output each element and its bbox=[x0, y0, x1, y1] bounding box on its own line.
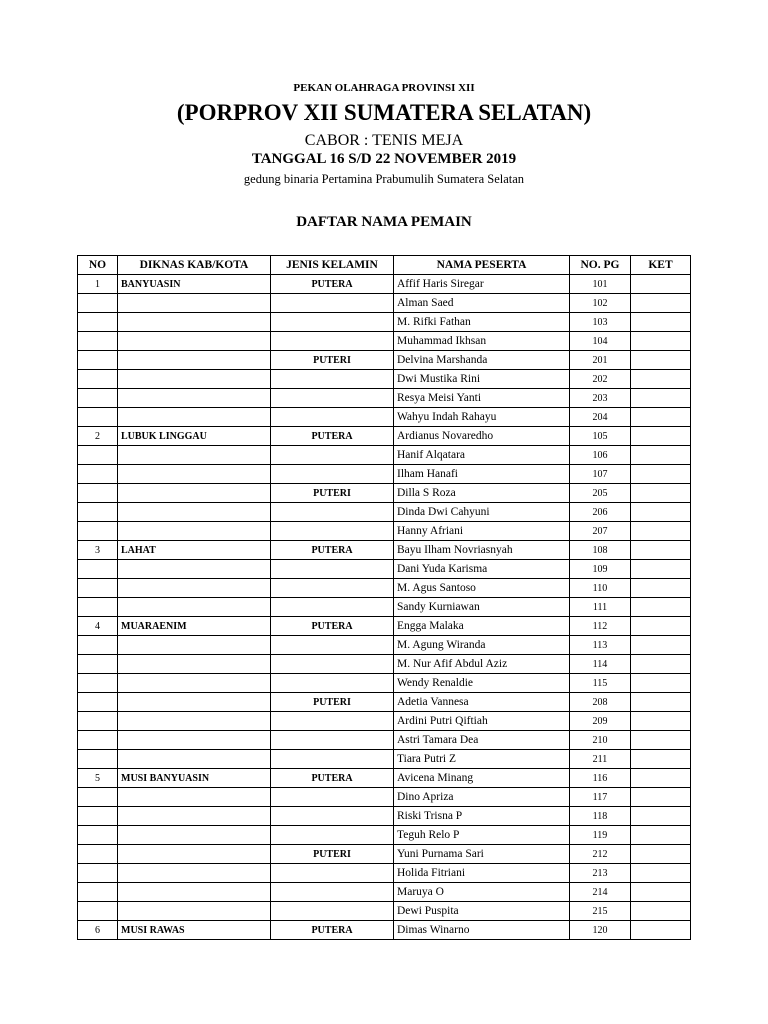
cell-no bbox=[78, 370, 118, 389]
cell-no bbox=[78, 408, 118, 427]
cell-ket bbox=[631, 712, 691, 731]
cell-ket bbox=[631, 921, 691, 940]
cell-ket bbox=[631, 693, 691, 712]
cell-gender bbox=[271, 674, 394, 693]
cell-kab bbox=[118, 294, 271, 313]
table-row bbox=[78, 313, 691, 332]
cell-pg: 109 bbox=[570, 560, 631, 579]
cell-no bbox=[78, 598, 118, 617]
cell-no bbox=[78, 731, 118, 750]
cell-pg: 105 bbox=[570, 427, 631, 446]
cell-name: Affif Haris Siregar bbox=[394, 275, 570, 294]
column-header-ket: KET bbox=[631, 256, 691, 275]
cell-name: Maruya O bbox=[394, 883, 570, 902]
cell-kab: MUSI BANYUASIN bbox=[118, 769, 271, 788]
cell-ket bbox=[631, 484, 691, 503]
table-row bbox=[78, 883, 691, 902]
cell-no: 6 bbox=[78, 921, 118, 940]
table-row bbox=[78, 560, 691, 579]
cell-no: 2 bbox=[78, 427, 118, 446]
cell-pg: 101 bbox=[570, 275, 631, 294]
table-row bbox=[78, 389, 691, 408]
cell-kab bbox=[118, 522, 271, 541]
cell-pg: 116 bbox=[570, 769, 631, 788]
cell-gender: PUTERA bbox=[271, 275, 394, 294]
table-row bbox=[78, 864, 691, 883]
cell-pg: 108 bbox=[570, 541, 631, 560]
cell-gender bbox=[271, 750, 394, 769]
cell-kab: LUBUK LINGGAU bbox=[118, 427, 271, 446]
cell-gender bbox=[271, 465, 394, 484]
cell-pg: 111 bbox=[570, 598, 631, 617]
cell-no bbox=[78, 655, 118, 674]
table-row bbox=[78, 408, 691, 427]
cell-ket bbox=[631, 598, 691, 617]
cell-kab bbox=[118, 731, 271, 750]
cell-no bbox=[78, 883, 118, 902]
cell-no bbox=[78, 332, 118, 351]
cell-kab bbox=[118, 560, 271, 579]
table-row bbox=[78, 275, 691, 294]
cell-gender bbox=[271, 370, 394, 389]
cell-gender bbox=[271, 579, 394, 598]
cell-kab bbox=[118, 446, 271, 465]
cell-kab bbox=[118, 807, 271, 826]
cell-name: M. Rifki Fathan bbox=[394, 313, 570, 332]
cell-name: Riski Trisna P bbox=[394, 807, 570, 826]
cell-gender: PUTERI bbox=[271, 351, 394, 370]
cell-gender: PUTERI bbox=[271, 845, 394, 864]
cell-kab bbox=[118, 845, 271, 864]
cell-no: 5 bbox=[78, 769, 118, 788]
cell-ket bbox=[631, 541, 691, 560]
cell-name: Dani Yuda Karisma bbox=[394, 560, 570, 579]
table-row bbox=[78, 731, 691, 750]
document-title: DAFTAR NAMA PEMAIN bbox=[296, 214, 472, 230]
cell-kab bbox=[118, 465, 271, 484]
column-header-no: NO bbox=[78, 256, 118, 275]
cell-pg: 203 bbox=[570, 389, 631, 408]
cell-pg: 114 bbox=[570, 655, 631, 674]
table-row bbox=[78, 807, 691, 826]
cell-ket bbox=[631, 750, 691, 769]
cell-no bbox=[78, 446, 118, 465]
cell-ket bbox=[631, 503, 691, 522]
cell-pg: 115 bbox=[570, 674, 631, 693]
cell-name: Dwi Mustika Rini bbox=[394, 370, 570, 389]
cell-kab bbox=[118, 750, 271, 769]
cell-gender bbox=[271, 522, 394, 541]
cell-pg: 119 bbox=[570, 826, 631, 845]
table-row bbox=[78, 427, 691, 446]
cell-gender: PUTERI bbox=[271, 484, 394, 503]
cell-name: Dewi Puspita bbox=[394, 902, 570, 921]
cell-gender: PUTERA bbox=[271, 427, 394, 446]
cell-kab bbox=[118, 370, 271, 389]
cell-no bbox=[78, 503, 118, 522]
cell-ket bbox=[631, 313, 691, 332]
column-header-pg: NO. PG bbox=[570, 256, 631, 275]
event-date: TANGGAL 16 S/D 22 NOVEMBER 2019 bbox=[251, 151, 517, 167]
cell-name: Teguh Relo P bbox=[394, 826, 570, 845]
cell-ket bbox=[631, 617, 691, 636]
cell-kab bbox=[118, 712, 271, 731]
cell-kab bbox=[118, 902, 271, 921]
cell-name: Ilham Hanafi bbox=[394, 465, 570, 484]
cell-name: Dinda Dwi Cahyuni bbox=[394, 503, 570, 522]
cell-gender bbox=[271, 731, 394, 750]
cell-name: Sandy Kurniawan bbox=[394, 598, 570, 617]
event-title: (PORPROV XII SUMATERA SELATAN) bbox=[176, 100, 592, 125]
cell-ket bbox=[631, 845, 691, 864]
table-row bbox=[78, 693, 691, 712]
table-row bbox=[78, 712, 691, 731]
cell-gender: PUTERA bbox=[271, 617, 394, 636]
cell-pg: 107 bbox=[570, 465, 631, 484]
cell-kab bbox=[118, 408, 271, 427]
cell-kab: BANYUASIN bbox=[118, 275, 271, 294]
cell-pg: 211 bbox=[570, 750, 631, 769]
cell-ket bbox=[631, 560, 691, 579]
cell-name: Hanif Alqatara bbox=[394, 446, 570, 465]
cell-no bbox=[78, 465, 118, 484]
cell-kab bbox=[118, 503, 271, 522]
cell-ket bbox=[631, 370, 691, 389]
table-row bbox=[78, 370, 691, 389]
cell-ket bbox=[631, 655, 691, 674]
event-venue: gedung binaria Pertamina Prabumulih Sumatera Selatan bbox=[243, 172, 525, 186]
table-row bbox=[78, 788, 691, 807]
cell-kab bbox=[118, 598, 271, 617]
cell-pg: 205 bbox=[570, 484, 631, 503]
cell-pg: 201 bbox=[570, 351, 631, 370]
cell-gender bbox=[271, 446, 394, 465]
cell-kab: LAHAT bbox=[118, 541, 271, 560]
cell-name: Engga Malaka bbox=[394, 617, 570, 636]
cell-ket bbox=[631, 731, 691, 750]
cell-no: 3 bbox=[78, 541, 118, 560]
cell-ket bbox=[631, 807, 691, 826]
cell-ket bbox=[631, 864, 691, 883]
cell-pg: 208 bbox=[570, 693, 631, 712]
cell-ket bbox=[631, 427, 691, 446]
cell-name: Dilla S Roza bbox=[394, 484, 570, 503]
cell-ket bbox=[631, 826, 691, 845]
cell-pg: 117 bbox=[570, 788, 631, 807]
cell-ket bbox=[631, 294, 691, 313]
cell-gender: PUTERA bbox=[271, 541, 394, 560]
cell-pg: 102 bbox=[570, 294, 631, 313]
cell-gender bbox=[271, 864, 394, 883]
cell-ket bbox=[631, 389, 691, 408]
cell-gender bbox=[271, 313, 394, 332]
cell-ket bbox=[631, 446, 691, 465]
cell-pg: 209 bbox=[570, 712, 631, 731]
column-header-name: NAMA PESERTA bbox=[394, 256, 570, 275]
table-row bbox=[78, 484, 691, 503]
cell-pg: 215 bbox=[570, 902, 631, 921]
table-row bbox=[78, 294, 691, 313]
cell-name: Ardini Putri Qiftiah bbox=[394, 712, 570, 731]
cell-name: Resya Meisi Yanti bbox=[394, 389, 570, 408]
cell-gender bbox=[271, 712, 394, 731]
cell-gender: PUTERA bbox=[271, 921, 394, 940]
cell-name: Bayu Ilham Novriasnyah bbox=[394, 541, 570, 560]
player-table bbox=[77, 255, 691, 940]
cell-gender bbox=[271, 389, 394, 408]
cell-no bbox=[78, 902, 118, 921]
cell-pg: 104 bbox=[570, 332, 631, 351]
cell-pg: 112 bbox=[570, 617, 631, 636]
cell-ket bbox=[631, 332, 691, 351]
cell-gender bbox=[271, 883, 394, 902]
cell-name: Wahyu Indah Rahayu bbox=[394, 408, 570, 427]
table-row bbox=[78, 503, 691, 522]
cell-gender bbox=[271, 902, 394, 921]
cell-no bbox=[78, 351, 118, 370]
cell-no bbox=[78, 522, 118, 541]
cell-name: Delvina Marshanda bbox=[394, 351, 570, 370]
cell-no bbox=[78, 636, 118, 655]
cell-gender: PUTERI bbox=[271, 693, 394, 712]
cell-kab bbox=[118, 351, 271, 370]
cell-pg: 118 bbox=[570, 807, 631, 826]
cell-no bbox=[78, 693, 118, 712]
cell-ket bbox=[631, 522, 691, 541]
table-row bbox=[78, 636, 691, 655]
cell-ket bbox=[631, 788, 691, 807]
cell-no bbox=[78, 389, 118, 408]
table-row bbox=[78, 750, 691, 769]
cell-kab bbox=[118, 788, 271, 807]
table-row bbox=[78, 541, 691, 560]
table-row bbox=[78, 598, 691, 617]
cell-pg: 213 bbox=[570, 864, 631, 883]
cell-pg: 204 bbox=[570, 408, 631, 427]
cell-kab bbox=[118, 864, 271, 883]
cell-gender bbox=[271, 503, 394, 522]
cell-kab bbox=[118, 484, 271, 503]
sport-branch: CABOR : TENIS MEJA bbox=[304, 132, 464, 149]
cell-no bbox=[78, 826, 118, 845]
column-header-kab: DIKNAS KAB/KOTA bbox=[118, 256, 271, 275]
cell-ket bbox=[631, 769, 691, 788]
cell-no bbox=[78, 750, 118, 769]
cell-no bbox=[78, 864, 118, 883]
cell-ket bbox=[631, 902, 691, 921]
cell-gender bbox=[271, 408, 394, 427]
cell-name: Astri Tamara Dea bbox=[394, 731, 570, 750]
cell-gender bbox=[271, 294, 394, 313]
cell-ket bbox=[631, 674, 691, 693]
cell-name: Yuni Purnama Sari bbox=[394, 845, 570, 864]
table-row bbox=[78, 332, 691, 351]
cell-gender: PUTERA bbox=[271, 769, 394, 788]
table-row bbox=[78, 902, 691, 921]
cell-pg: 103 bbox=[570, 313, 631, 332]
table-header-row bbox=[78, 256, 691, 275]
cell-pg: 113 bbox=[570, 636, 631, 655]
cell-name: Ardianus Novaredho bbox=[394, 427, 570, 446]
cell-name: Hanny Afriani bbox=[394, 522, 570, 541]
cell-kab bbox=[118, 826, 271, 845]
cell-kab: MUSI RAWAS bbox=[118, 921, 271, 940]
cell-ket bbox=[631, 883, 691, 902]
cell-no bbox=[78, 788, 118, 807]
table-row bbox=[78, 921, 691, 940]
table-row bbox=[78, 769, 691, 788]
table-row bbox=[78, 351, 691, 370]
cell-kab bbox=[118, 883, 271, 902]
cell-pg: 207 bbox=[570, 522, 631, 541]
cell-ket bbox=[631, 408, 691, 427]
table-row bbox=[78, 617, 691, 636]
table-row bbox=[78, 845, 691, 864]
table-row bbox=[78, 826, 691, 845]
cell-pg: 214 bbox=[570, 883, 631, 902]
cell-no bbox=[78, 579, 118, 598]
cell-no bbox=[78, 807, 118, 826]
cell-gender bbox=[271, 560, 394, 579]
cell-name: Avicena Minang bbox=[394, 769, 570, 788]
cell-pg: 120 bbox=[570, 921, 631, 940]
cell-gender bbox=[271, 332, 394, 351]
cell-gender bbox=[271, 598, 394, 617]
cell-gender bbox=[271, 826, 394, 845]
cell-gender bbox=[271, 807, 394, 826]
cell-pg: 110 bbox=[570, 579, 631, 598]
cell-ket bbox=[631, 636, 691, 655]
table-row bbox=[78, 446, 691, 465]
cell-ket bbox=[631, 275, 691, 294]
column-header-gender: JENIS KELAMIN bbox=[271, 256, 394, 275]
cell-kab: MUARAENIM bbox=[118, 617, 271, 636]
cell-no bbox=[78, 560, 118, 579]
cell-ket bbox=[631, 579, 691, 598]
cell-no: 1 bbox=[78, 275, 118, 294]
event-name: PEKAN OLAHRAGA PROVINSI XII bbox=[293, 82, 475, 94]
cell-name: Holida Fitriani bbox=[394, 864, 570, 883]
table-row bbox=[78, 655, 691, 674]
cell-name: Alman Saed bbox=[394, 294, 570, 313]
cell-kab bbox=[118, 332, 271, 351]
cell-kab bbox=[118, 389, 271, 408]
cell-name: M. Agus Santoso bbox=[394, 579, 570, 598]
cell-kab bbox=[118, 693, 271, 712]
cell-name: Muhammad Ikhsan bbox=[394, 332, 570, 351]
cell-name: M. Agung Wiranda bbox=[394, 636, 570, 655]
cell-name: Wendy Renaldie bbox=[394, 674, 570, 693]
cell-pg: 206 bbox=[570, 503, 631, 522]
cell-kab bbox=[118, 655, 271, 674]
table-row bbox=[78, 465, 691, 484]
cell-gender bbox=[271, 636, 394, 655]
cell-name: Adetia Vannesa bbox=[394, 693, 570, 712]
cell-pg: 212 bbox=[570, 845, 631, 864]
table-row bbox=[78, 579, 691, 598]
cell-no bbox=[78, 484, 118, 503]
cell-no bbox=[78, 845, 118, 864]
cell-kab bbox=[118, 674, 271, 693]
cell-name: Dino Apriza bbox=[394, 788, 570, 807]
cell-name: Tiara Putri Z bbox=[394, 750, 570, 769]
table-row bbox=[78, 674, 691, 693]
cell-no bbox=[78, 674, 118, 693]
cell-no bbox=[78, 313, 118, 332]
cell-kab bbox=[118, 313, 271, 332]
cell-pg: 106 bbox=[570, 446, 631, 465]
table-body bbox=[78, 275, 691, 940]
cell-gender bbox=[271, 655, 394, 674]
cell-ket bbox=[631, 351, 691, 370]
cell-name: M. Nur Afif Abdul Aziz bbox=[394, 655, 570, 674]
cell-gender bbox=[271, 788, 394, 807]
cell-kab bbox=[118, 636, 271, 655]
cell-kab bbox=[118, 579, 271, 598]
table-row bbox=[78, 522, 691, 541]
cell-pg: 210 bbox=[570, 731, 631, 750]
cell-no bbox=[78, 712, 118, 731]
cell-no bbox=[78, 294, 118, 313]
cell-ket bbox=[631, 465, 691, 484]
cell-no: 4 bbox=[78, 617, 118, 636]
cell-pg: 202 bbox=[570, 370, 631, 389]
cell-name: Dimas Winarno bbox=[394, 921, 570, 940]
